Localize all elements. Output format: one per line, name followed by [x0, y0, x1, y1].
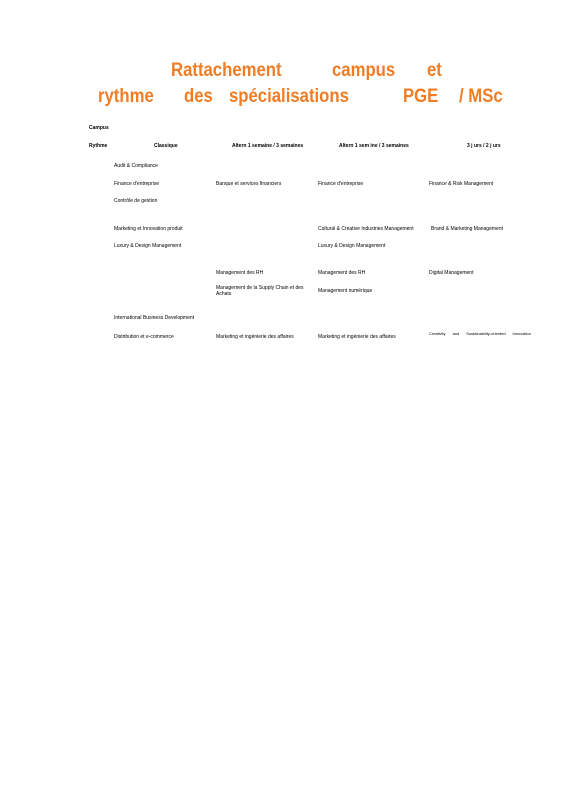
cell-word: Innovation: [512, 331, 531, 336]
specialisation-cell: Management de la Supply Chain et des Achats: [216, 285, 304, 297]
specialisation-cell: Luxury & Design Management: [318, 243, 386, 249]
specialisation-cell: Digital Management: [429, 270, 474, 276]
alternance-2-label: Altern 1 sem ine / 3 semaines: [339, 143, 409, 149]
specialisation-cell: Marketing et ingénierie des affaires: [318, 334, 396, 340]
title-word: Rattachement: [171, 60, 282, 81]
classique-label: Classique: [154, 143, 178, 149]
specialisation-cell: Management des RH: [318, 270, 366, 276]
specialisation-cell: Management des RH: [216, 270, 264, 276]
specialisation-cell: Finance d'entreprise: [318, 181, 364, 187]
specialisation-cell: Distribution et e-commerce: [114, 334, 174, 340]
specialisation-cell: Finance & Risk Management: [429, 181, 494, 187]
cell-word: Sustainability-oriented: [466, 331, 506, 336]
specialisation-cell: Contrôle de gestion: [114, 198, 158, 204]
specialisation-cell: International Business Development: [114, 315, 195, 321]
title-word: et: [427, 60, 442, 81]
specialisation-cell: [429, 331, 531, 337]
specialisation-cell: Luxury & Design Management: [114, 243, 182, 249]
title-word: PGE: [403, 86, 439, 107]
specialisation-cell: Cultural & Creative Industries Management: [318, 226, 414, 232]
specialisation-cell: Marketing et Innovation produit: [114, 226, 183, 232]
specialisation-cell: Banque et services financiers: [216, 181, 282, 187]
title-word: / MSc: [459, 86, 503, 107]
specialisation-cell: Finance d'entreprise: [114, 181, 160, 187]
title-word: spécialisations: [229, 86, 349, 107]
title-word: campus: [332, 60, 396, 81]
alternance-1-label: Altern 1 semaine / 3 semaines: [232, 143, 304, 149]
rythme-label: Rythme: [89, 143, 108, 149]
specialisation-cell: Marketing et ingénierie des affaires: [216, 334, 294, 340]
specialisation-cell: Brand & Marketing Management: [431, 226, 503, 232]
specialisation-cell: Audit & Compliance: [114, 163, 158, 169]
cell-word: and: [452, 331, 460, 336]
specialisation-cell: Management numérique: [318, 288, 373, 294]
title-word: des: [184, 86, 213, 107]
cell-word: Creativity: [429, 331, 446, 336]
campus-label: Campus: [89, 125, 109, 131]
alternance-3-label: 3 j urs / 2 j urs: [467, 143, 501, 149]
title-word: rythme: [98, 86, 154, 107]
